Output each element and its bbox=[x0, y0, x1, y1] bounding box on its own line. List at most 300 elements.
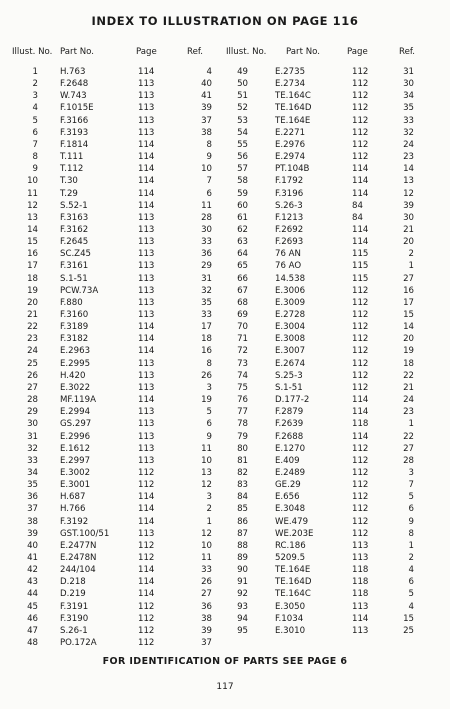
left-part-no-cell: F.3163 bbox=[60, 212, 89, 223]
left-page-cell: 114 bbox=[138, 395, 155, 406]
left-illust-no-cell: 1 bbox=[32, 67, 38, 77]
left-illust-no-cell: 15 bbox=[27, 237, 38, 248]
left-illust-no-cell: 43 bbox=[27, 577, 38, 588]
right-page-cell: 114 bbox=[352, 431, 369, 442]
left-part-no-cell: F.3189 bbox=[60, 322, 89, 333]
left-part-no-cell: T.111 bbox=[60, 152, 84, 163]
right-page-cell: 112 bbox=[352, 492, 369, 503]
right-illust-no-cell: 95 bbox=[237, 625, 248, 636]
left-illust-no-cell: 35 bbox=[27, 480, 38, 491]
table-row bbox=[0, 224, 450, 237]
right-ref-cell: 1 bbox=[408, 261, 414, 272]
left-illust-no-cell: 3 bbox=[32, 91, 38, 102]
right-part-no-cell: E.2974 bbox=[275, 152, 306, 163]
left-part-no-cell: T.29 bbox=[60, 188, 78, 199]
left-part-no-cell: F.2648 bbox=[60, 79, 89, 90]
right-illust-no-cell: 86 bbox=[237, 516, 248, 527]
right-ref-cell: 14 bbox=[403, 164, 414, 175]
left-part-no-cell: E.2994 bbox=[60, 407, 91, 418]
table-row bbox=[0, 503, 450, 516]
right-illust-no-cell: 69 bbox=[237, 310, 248, 320]
right-part-no-cell: TE.164E bbox=[275, 115, 311, 126]
left-illust-no-cell: 18 bbox=[27, 273, 38, 284]
right-ref-cell: 5 bbox=[408, 589, 414, 600]
left-part-no-cell: H.687 bbox=[60, 492, 86, 503]
right-part-no-cell: F.1034 bbox=[275, 613, 304, 624]
right-part-no-cell: E.2734 bbox=[275, 79, 306, 90]
left-ref-cell: 33 bbox=[201, 237, 212, 248]
right-ref-cell: 30 bbox=[403, 79, 414, 90]
right-illust-no-cell: 51 bbox=[237, 91, 248, 102]
right-ref-cell: 14 bbox=[403, 322, 414, 333]
right-illust-no-cell: 93 bbox=[237, 601, 248, 612]
left-ref-cell: 33 bbox=[201, 565, 212, 576]
right-ref-cell: 22 bbox=[403, 431, 414, 442]
right-illust-no-cell: 49 bbox=[237, 67, 248, 77]
table-row bbox=[0, 588, 450, 601]
left-page-cell: 114 bbox=[138, 516, 155, 527]
left-ref-cell: 36 bbox=[201, 601, 212, 612]
right-ref-cell: 27 bbox=[403, 443, 414, 454]
table-row bbox=[0, 127, 450, 140]
left-part-no-cell: E.2996 bbox=[60, 431, 91, 442]
right-page-cell: 112 bbox=[352, 152, 369, 163]
right-ref-cell: 12 bbox=[403, 188, 414, 199]
left-page-cell: 112 bbox=[138, 553, 155, 563]
left-ref-cell: 17 bbox=[201, 322, 212, 333]
left-page-cell: 113 bbox=[138, 79, 155, 90]
table-row bbox=[0, 102, 450, 115]
left-illust-no-cell: 16 bbox=[27, 249, 38, 260]
right-illust-no-cell: 57 bbox=[237, 164, 248, 175]
right-ref-cell: 18 bbox=[403, 358, 414, 369]
left-illust-no-cell: 12 bbox=[27, 200, 38, 211]
left-page-cell: 114 bbox=[138, 334, 155, 345]
right-page-cell: 118 bbox=[352, 419, 369, 430]
right-ref-cell: 39 bbox=[403, 200, 414, 211]
left-part-no-cell: E.2963 bbox=[60, 346, 91, 357]
right-part-no-cell: E.1270 bbox=[275, 443, 306, 454]
left-illust-no-cell: 41 bbox=[27, 553, 38, 563]
right-page-cell: 113 bbox=[352, 601, 369, 612]
right-page-cell: 112 bbox=[352, 443, 369, 454]
right-illust-no-cell: 81 bbox=[237, 455, 248, 466]
right-page-cell: 112 bbox=[352, 67, 369, 77]
right-ref-cell: 20 bbox=[403, 237, 414, 248]
left-illust-no-cell: 4 bbox=[32, 103, 38, 114]
left-page-cell: 112 bbox=[138, 467, 155, 478]
right-illust-no-cell: 89 bbox=[237, 553, 248, 563]
left-ref-cell: 3 bbox=[206, 382, 212, 393]
left-part-no-cell: F.880 bbox=[60, 297, 83, 308]
table-row bbox=[0, 248, 450, 261]
right-illust-no-cell: 70 bbox=[237, 322, 248, 333]
right-part-no-cell: S.26-3 bbox=[275, 200, 303, 211]
left-page-cell: 112 bbox=[138, 613, 155, 624]
left-page-cell: 113 bbox=[138, 382, 155, 393]
right-ref-cell: 6 bbox=[408, 504, 414, 515]
right-ref-cell: 21 bbox=[403, 382, 414, 393]
table-row bbox=[0, 188, 450, 201]
right-ref-cell: 22 bbox=[403, 370, 414, 381]
left-ref-cell: 8 bbox=[206, 139, 212, 150]
right-part-no-cell: F.2879 bbox=[275, 407, 304, 418]
left-illust-no-cell: 33 bbox=[27, 455, 38, 466]
left-illust-no-cell: 14 bbox=[27, 224, 38, 235]
left-illust-no-cell: 7 bbox=[32, 139, 38, 150]
right-page-cell: 114 bbox=[352, 224, 369, 235]
left-page-cell: 114 bbox=[138, 589, 155, 600]
right-ref-cell: 9 bbox=[408, 516, 414, 527]
right-illust-no-cell: 71 bbox=[237, 334, 248, 345]
left-page-cell: 113 bbox=[138, 224, 155, 235]
left-part-no-cell: GST.100/51 bbox=[60, 528, 110, 539]
right-page-cell: 112 bbox=[352, 455, 369, 466]
right-page-cell: 114 bbox=[352, 176, 369, 187]
right-illust-no-cell: 91 bbox=[237, 577, 248, 588]
right-illust-no-cell: 78 bbox=[237, 419, 248, 430]
right-illust-no-cell: 75 bbox=[237, 382, 248, 393]
left-part-no-cell: F.3161 bbox=[60, 261, 89, 272]
left-part-no-cell: F.1814 bbox=[60, 139, 89, 150]
left-illust-no-cell: 46 bbox=[27, 613, 38, 624]
left-part-no-cell: F.3182 bbox=[60, 334, 89, 345]
right-page-cell: 118 bbox=[352, 589, 369, 600]
right-part-no-cell: F.2639 bbox=[275, 419, 304, 430]
table-row bbox=[0, 212, 450, 225]
right-illust-no-cell: 68 bbox=[237, 297, 248, 308]
left-illust-no-cell: 8 bbox=[32, 152, 38, 163]
left-illust-no-cell: 17 bbox=[27, 261, 38, 272]
left-illust-no-cell: 26 bbox=[27, 370, 38, 381]
right-part-no-cell: E.3004 bbox=[275, 322, 306, 333]
right-illust-no-cell: 79 bbox=[237, 431, 248, 442]
right-ref-cell: 15 bbox=[403, 310, 414, 320]
right-illust-no-cell: 67 bbox=[237, 285, 248, 296]
right-page-cell: 112 bbox=[352, 79, 369, 90]
left-part-no-cell: 244/104 bbox=[60, 565, 96, 576]
left-illust-no-cell: 40 bbox=[27, 540, 38, 551]
left-part-no-cell: D.219 bbox=[60, 589, 86, 600]
left-illust-no-cell: 9 bbox=[32, 164, 38, 175]
right-part-no-cell: S.1-51 bbox=[275, 382, 303, 393]
right-ref-cell: 23 bbox=[403, 407, 414, 418]
table-row bbox=[0, 285, 450, 298]
right-part-no-cell: TE.164D bbox=[275, 103, 312, 114]
right-page-cell: 114 bbox=[352, 395, 369, 406]
page-title: INDEX TO ILLUSTRATION ON PAGE 116 bbox=[91, 14, 359, 28]
right-page-cell: 112 bbox=[352, 297, 369, 308]
left-illust-no-cell: 28 bbox=[27, 395, 38, 406]
right-part-no-cell: E.3048 bbox=[275, 504, 306, 515]
table-row bbox=[0, 406, 450, 419]
left-ref-cell: 37 bbox=[201, 638, 212, 649]
right-ref-cell: 31 bbox=[403, 67, 414, 77]
left-ref-cell: 28 bbox=[201, 212, 212, 223]
right-page-cell: 112 bbox=[352, 480, 369, 491]
left-page-cell: 114 bbox=[138, 577, 155, 588]
table-row bbox=[0, 358, 450, 371]
right-page-cell: 112 bbox=[352, 382, 369, 393]
table-row bbox=[0, 333, 450, 346]
right-illust-no-cell: 52 bbox=[237, 103, 248, 114]
right-illust-no-cell: 62 bbox=[237, 224, 248, 235]
right-illust-no-cell: 66 bbox=[237, 273, 248, 284]
header-page-left: Page bbox=[136, 47, 157, 57]
right-part-no-cell: F.2692 bbox=[275, 224, 304, 235]
left-page-cell: 113 bbox=[138, 528, 155, 539]
right-ref-cell: 35 bbox=[403, 103, 414, 114]
right-page-cell: 115 bbox=[352, 261, 369, 272]
left-illust-no-cell: 19 bbox=[27, 285, 38, 296]
right-page-cell: 112 bbox=[352, 528, 369, 539]
left-ref-cell: 38 bbox=[201, 613, 212, 624]
right-part-no-cell: GE.29 bbox=[275, 480, 301, 491]
left-part-no-cell: E.2995 bbox=[60, 358, 91, 369]
right-page-cell: 112 bbox=[352, 322, 369, 333]
left-part-no-cell: E.1612 bbox=[60, 443, 91, 454]
right-page-cell: 118 bbox=[352, 565, 369, 576]
left-page-cell: 113 bbox=[138, 249, 155, 260]
left-illust-no-cell: 34 bbox=[27, 467, 38, 478]
right-ref-cell: 5 bbox=[408, 492, 414, 503]
right-part-no-cell: F.1213 bbox=[275, 212, 304, 223]
right-illust-no-cell: 63 bbox=[237, 237, 248, 248]
right-ref-cell: 2 bbox=[408, 553, 414, 563]
right-part-no-cell: E.2489 bbox=[275, 467, 306, 478]
table-row bbox=[0, 613, 450, 626]
table-row bbox=[0, 163, 450, 176]
left-page-cell: 113 bbox=[138, 431, 155, 442]
header-illust-no-left: Illust. No. bbox=[12, 47, 53, 57]
left-ref-cell: 32 bbox=[201, 285, 212, 296]
left-page-cell: 113 bbox=[138, 419, 155, 430]
table-row bbox=[0, 431, 450, 444]
header-page-right: Page bbox=[347, 47, 368, 57]
right-ref-cell: 33 bbox=[403, 115, 414, 126]
left-ref-cell: 12 bbox=[201, 528, 212, 539]
right-ref-cell: 23 bbox=[403, 152, 414, 163]
right-page-cell: 112 bbox=[352, 346, 369, 357]
left-page-cell: 114 bbox=[138, 565, 155, 576]
left-part-no-cell: F.3191 bbox=[60, 601, 89, 612]
left-ref-cell: 9 bbox=[206, 152, 212, 163]
left-page-cell: 112 bbox=[138, 540, 155, 551]
table-row bbox=[0, 370, 450, 383]
left-page-cell: 114 bbox=[138, 139, 155, 150]
right-ref-cell: 4 bbox=[408, 565, 414, 576]
left-page-cell: 114 bbox=[138, 200, 155, 211]
table-row bbox=[0, 115, 450, 128]
right-part-no-cell: RC.186 bbox=[275, 540, 306, 551]
table-row bbox=[0, 540, 450, 553]
table-row bbox=[0, 321, 450, 334]
right-part-no-cell: TE.164E bbox=[275, 565, 311, 576]
left-ref-cell: 16 bbox=[201, 346, 212, 357]
left-part-no-cell: F.3162 bbox=[60, 224, 89, 235]
right-page-cell: 112 bbox=[352, 115, 369, 126]
left-part-no-cell: E.2478N bbox=[60, 553, 97, 563]
left-ref-cell: 26 bbox=[201, 577, 212, 588]
table-row bbox=[0, 491, 450, 504]
right-ref-cell: 2 bbox=[408, 249, 414, 260]
table-row bbox=[0, 394, 450, 407]
right-page-cell: 112 bbox=[352, 310, 369, 320]
right-page-cell: 113 bbox=[352, 553, 369, 563]
left-ref-cell: 11 bbox=[201, 443, 212, 454]
left-part-no-cell: S.52-1 bbox=[60, 200, 88, 211]
table-row bbox=[0, 418, 450, 431]
left-illust-no-cell: 37 bbox=[27, 504, 38, 515]
left-page-cell: 112 bbox=[138, 638, 155, 649]
right-illust-no-cell: 92 bbox=[237, 589, 248, 600]
left-part-no-cell: E.2477N bbox=[60, 540, 97, 551]
right-part-no-cell: TE.164D bbox=[275, 577, 312, 588]
right-page-cell: 112 bbox=[352, 334, 369, 345]
left-page-cell: 113 bbox=[138, 115, 155, 126]
left-ref-cell: 7 bbox=[206, 176, 212, 187]
right-illust-no-cell: 80 bbox=[237, 443, 248, 454]
right-illust-no-cell: 64 bbox=[237, 249, 248, 260]
left-illust-no-cell: 48 bbox=[27, 638, 38, 649]
right-page-cell: 114 bbox=[352, 613, 369, 624]
right-page-cell: 112 bbox=[352, 127, 369, 138]
right-illust-no-cell: 55 bbox=[237, 139, 248, 150]
right-page-cell: 113 bbox=[352, 540, 369, 551]
table-row bbox=[0, 78, 450, 91]
left-illust-no-cell: 32 bbox=[27, 443, 38, 454]
left-part-no-cell: W.743 bbox=[60, 91, 87, 102]
left-part-no-cell: GS.297 bbox=[60, 419, 92, 430]
right-part-no-cell: E.2976 bbox=[275, 139, 306, 150]
left-page-cell: 112 bbox=[138, 601, 155, 612]
right-illust-no-cell: 58 bbox=[237, 176, 248, 187]
right-illust-no-cell: 72 bbox=[237, 346, 248, 357]
left-ref-cell: 3 bbox=[206, 492, 212, 503]
right-ref-cell: 34 bbox=[403, 91, 414, 102]
left-ref-cell: 40 bbox=[201, 79, 212, 90]
left-page-cell: 113 bbox=[138, 91, 155, 102]
left-ref-cell: 11 bbox=[201, 200, 212, 211]
left-ref-cell: 10 bbox=[201, 164, 212, 175]
left-page-cell: 114 bbox=[138, 504, 155, 515]
right-page-cell: 115 bbox=[352, 273, 369, 284]
right-page-cell: 112 bbox=[352, 285, 369, 296]
table-row bbox=[0, 151, 450, 164]
left-ref-cell: 35 bbox=[201, 297, 212, 308]
right-page-cell: 113 bbox=[352, 625, 369, 636]
right-ref-cell: 8 bbox=[408, 528, 414, 539]
left-page-cell: 114 bbox=[138, 164, 155, 175]
right-part-no-cell: E.656 bbox=[275, 492, 300, 503]
right-illust-no-cell: 60 bbox=[237, 200, 248, 211]
right-illust-no-cell: 88 bbox=[237, 540, 248, 551]
table-row bbox=[0, 260, 450, 273]
right-part-no-cell: 14.538 bbox=[275, 273, 306, 284]
right-page-cell: 112 bbox=[352, 358, 369, 369]
left-illust-no-cell: 31 bbox=[27, 431, 38, 442]
right-page-cell: 118 bbox=[352, 577, 369, 588]
left-ref-cell: 29 bbox=[201, 261, 212, 272]
right-ref-cell: 28 bbox=[403, 455, 414, 466]
right-ref-cell: 30 bbox=[403, 212, 414, 223]
right-part-no-cell: F.1792 bbox=[275, 176, 304, 187]
table-row bbox=[0, 625, 450, 638]
left-part-no-cell: T.112 bbox=[60, 164, 84, 175]
left-illust-no-cell: 47 bbox=[27, 625, 38, 636]
header-illust-no-right: Illust. No. bbox=[226, 47, 267, 57]
right-illust-no-cell: 54 bbox=[237, 127, 248, 138]
right-illust-no-cell: 73 bbox=[237, 358, 248, 369]
table-row bbox=[0, 139, 450, 152]
right-illust-no-cell: 61 bbox=[237, 212, 248, 223]
left-ref-cell: 6 bbox=[206, 188, 212, 199]
right-part-no-cell: F.2693 bbox=[275, 237, 304, 248]
right-ref-cell: 24 bbox=[403, 139, 414, 150]
left-part-no-cell: F.2645 bbox=[60, 237, 89, 248]
right-illust-no-cell: 77 bbox=[237, 407, 248, 418]
left-illust-no-cell: 38 bbox=[27, 516, 38, 527]
table-row bbox=[0, 273, 450, 286]
left-page-cell: 113 bbox=[138, 103, 155, 114]
table-row bbox=[0, 552, 450, 565]
left-page-cell: 113 bbox=[138, 297, 155, 308]
left-part-no-cell: S.1-51 bbox=[60, 273, 88, 284]
right-page-cell: 112 bbox=[352, 139, 369, 150]
left-illust-no-cell: 29 bbox=[27, 407, 38, 418]
left-illust-no-cell: 24 bbox=[27, 346, 38, 357]
left-ref-cell: 12 bbox=[201, 480, 212, 491]
right-page-cell: 112 bbox=[352, 370, 369, 381]
left-page-cell: 113 bbox=[138, 358, 155, 369]
right-illust-no-cell: 87 bbox=[237, 528, 248, 539]
right-part-no-cell: E.3007 bbox=[275, 346, 306, 357]
right-page-cell: 114 bbox=[352, 164, 369, 175]
right-part-no-cell: 76 AN bbox=[275, 249, 301, 260]
left-ref-cell: 30 bbox=[201, 224, 212, 235]
left-part-no-cell: F.3193 bbox=[60, 127, 89, 138]
left-page-cell: 114 bbox=[138, 346, 155, 357]
left-part-no-cell: MF.119A bbox=[60, 395, 96, 406]
table-row bbox=[0, 601, 450, 614]
right-part-no-cell: E.2728 bbox=[275, 310, 306, 320]
left-illust-no-cell: 25 bbox=[27, 358, 38, 369]
left-illust-no-cell: 44 bbox=[27, 589, 38, 600]
left-illust-no-cell: 30 bbox=[27, 419, 38, 430]
right-ref-cell: 7 bbox=[408, 480, 414, 491]
right-part-no-cell: E.3008 bbox=[275, 334, 306, 345]
left-ref-cell: 9 bbox=[206, 431, 212, 442]
left-illust-no-cell: 20 bbox=[27, 297, 38, 308]
left-ref-cell: 8 bbox=[206, 358, 212, 369]
left-ref-cell: 37 bbox=[201, 115, 212, 126]
right-ref-cell: 3 bbox=[408, 467, 414, 478]
right-page-cell: 114 bbox=[352, 188, 369, 199]
left-page-cell: 114 bbox=[138, 492, 155, 503]
left-illust-no-cell: 6 bbox=[32, 127, 38, 138]
right-ref-cell: 13 bbox=[403, 176, 414, 187]
left-ref-cell: 10 bbox=[201, 540, 212, 551]
right-ref-cell: 21 bbox=[403, 224, 414, 235]
right-ref-cell: 4 bbox=[408, 601, 414, 612]
right-illust-no-cell: 84 bbox=[237, 492, 248, 503]
left-illust-no-cell: 21 bbox=[27, 310, 38, 320]
header-ref-left: Ref. bbox=[187, 47, 204, 57]
left-part-no-cell: SC.Z45 bbox=[60, 249, 92, 260]
left-part-no-cell: D.218 bbox=[60, 577, 86, 588]
page-number: 117 bbox=[216, 682, 234, 692]
footer-note: FOR IDENTIFICATION OF PARTS SEE PAGE 6 bbox=[102, 656, 348, 667]
